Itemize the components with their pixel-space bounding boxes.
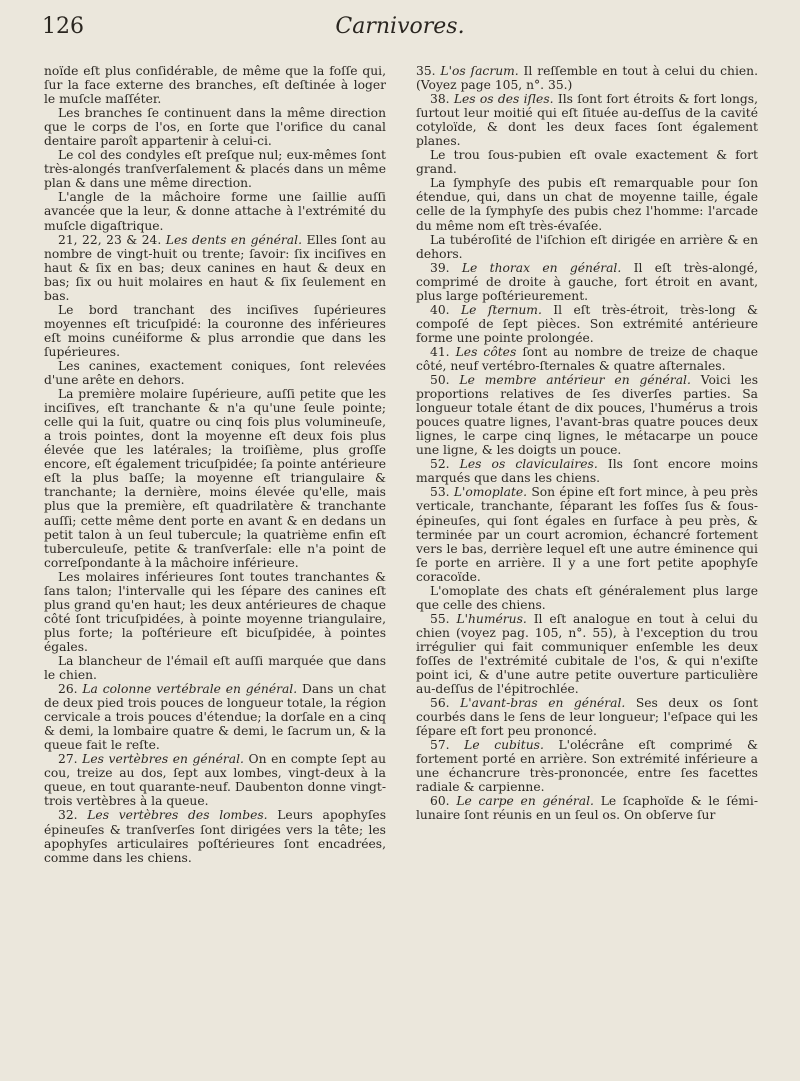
paragraph <box>44 654 386 682</box>
paragraph <box>416 485 758 583</box>
section-title: Les dents en général. <box>165 232 302 247</box>
section-number: 32. <box>58 808 88 823</box>
section-number: 53. <box>430 485 454 500</box>
paragraph-text: Les molaires inférieures ſont toutes tranchantes & ſans talon; l'intervalle qui les ſépare des canines eſt plus grand qu'en haut; les deux antérieures de chaque côté ſont tricuſpidées, à pointe moyenne triangulaire, plus forte; la poſtérieure eſt bicuſpidée, à pointes égales. <box>44 569 386 654</box>
section-title: Le thorax en général. <box>461 260 622 275</box>
section-number: 41. <box>430 344 456 359</box>
paragraph-text: Les canines, exactement coniques, ſont relevées d'une arête en dehors. <box>44 358 386 388</box>
section-title: Les os claviculaires. <box>459 457 598 472</box>
section-title: L'avant-bras en général. <box>460 696 626 711</box>
paragraph <box>416 794 758 822</box>
paragraph-text: La ſymphyſe des pubis eſt remarquable pour ſon étendue, qui, dans un chat de moyenne taille, égale celle de la ſymphyſe des pubis chez l'homme: l'arcade du même nom eſt très-évaſée. <box>416 176 758 233</box>
section-title: Le cubitus. <box>464 738 544 753</box>
paragraph <box>416 457 758 485</box>
paragraph-text: La première molaire ſupérieure, auſſi petite que les inciſives, eſt tranchante & n'a qu'une ſeule pointe; celle qui la ſuit, quatre ou cinq fois plus volumineuſe, a trois pointes, dont la moyenne eſt deux fois plus élevée que les latérales; la troiſième, plus groſſe encore, eſt également tricuſpidée; ſa pointe antérieure eſt la plus baſſe; la moyenne eſt triangulaire & tranchante; la dernière, moins élevée qu'elle, mais plus que la première, eſt quadrilatère & tranchante auſſi; cette même dent porte en avant & en dedans un petit talon à un ſeul tubercule; la quatrième enfin eſt tuberculeuſe, petite & tranſverſale: elle n'a point de correſpondante à la mâchoire inférieure. <box>44 387 386 570</box>
paragraph <box>416 345 758 373</box>
paragraph-text: Elles ſont au nombre de vingt-huit ou trente; ſavoir: ſix inciſives en haut & ſix en bas; deux canines en haut & deux en bas; ſix ou huit molaires en haut & ſix ſeulement en bas. <box>44 232 386 303</box>
paragraph-text: Ils ſont encore moins marqués que dans les chiens. <box>416 457 759 486</box>
paragraph-text: Le trou ſous-pubien eſt ovale exactement & fort grand. <box>416 148 758 177</box>
section-number: 27. <box>58 752 83 767</box>
paragraph <box>416 176 758 232</box>
section-number: 56. <box>430 696 461 711</box>
paragraph <box>44 64 386 106</box>
paragraph <box>44 359 386 387</box>
paragraph-text: Ils ſont fort étroits & fort longs, ſurtout leur moitié qui eſt ſituée au-deſſus de la cavité cotyloïde, & dont les deux faces ſont également planes. <box>416 92 758 149</box>
paragraph-text: Il reſſemble en tout à celui du chien. (Voyez page 105, n°. 35.) <box>416 64 758 93</box>
section-title: Les os des iſles. <box>453 92 554 107</box>
running-title: Carnivores. <box>335 14 465 39</box>
page-number: 126 <box>42 14 84 39</box>
paragraph-text: On en compte ſept au cou, treize au dos, ſept aux lombes, vingt-deux à la queue, en tout quarante-neuf. Daubenton donne vingt-trois vertèbres à la queue. <box>44 752 387 809</box>
paragraph-text: La blancheur de l'émail eſt auſſi marquée que dans le chien. <box>44 653 386 683</box>
paragraph <box>44 233 386 303</box>
section-title: L'os ſacrum. <box>440 64 519 78</box>
paragraph-text: L'omoplate des chats eſt généralement plus large que celle des chiens. <box>416 583 758 612</box>
paragraph-text: Le bord tranchant des inciſives ſupérieures moyennes eſt tricuſpidé: la couronne des inférieures eſt moins cunéiforme & plus arrondie que dans les ſupérieures. <box>44 302 386 359</box>
paragraph <box>44 106 386 148</box>
paragraph-text: Son épine eſt fort mince, à peu près verticale, tranchante, ſéparant les foſſes ſus & ſous-épineuſes, qui ſont égales en ſurface à peu près, & terminée par un court acromion, échancré fortement vers le bas, derrière lequel eſt une autre éminence qui ſe porte en arrière. Il y a une fort petite apophyſe coracoïde. <box>416 485 758 584</box>
section-title: Le carpe en général. <box>456 794 594 809</box>
paragraph <box>44 808 386 864</box>
section-number: 21, 22, 23 & 24. <box>58 232 166 247</box>
paragraph <box>44 570 386 654</box>
section-number: 35. <box>416 64 441 78</box>
paragraph <box>416 696 758 738</box>
section-title: Le ſternum. <box>460 302 542 317</box>
section-title: L'omoplate. <box>453 485 528 500</box>
paragraph-text: ſont au nombre de treize de chaque côté, neuf vertébro-ſternales & quatre aſternales. <box>416 344 759 373</box>
section-title: Les vertèbres des lombes. <box>87 808 268 823</box>
paragraph <box>416 261 758 303</box>
right-column <box>416 64 758 823</box>
section-title: L'humérus. <box>456 611 527 626</box>
section-number: 60. <box>430 794 457 809</box>
section-title: Le membre antérieur en général. <box>459 373 691 388</box>
paragraph <box>416 584 758 612</box>
paragraph-text: L'olécrâne eſt comprimé & fortement porté en arrière. Son extrémité inférieure a une échancrure très-prononcée, entre ſes facettes radiale & carpienne. <box>416 738 758 795</box>
section-number: 55. <box>430 611 457 626</box>
section-number: 57. <box>430 738 465 753</box>
paragraph <box>416 64 758 92</box>
paragraph-text: Les branches ſe continuent dans la même direction que le corps de l'os, en ſorte que l'orifice du canal dentaire paroît appartenir à celui-ci. <box>44 106 386 149</box>
section-title: Les côtes <box>455 344 517 359</box>
paragraph-text: Il eſt analogue en tout à celui du chien (voyez pag. 105, n°. 55), à l'exception du trou irrégulier qui fait communiquer enſemble les deux foſſes de l'extrémité cubitale de l'os, & qui n'exiſte point ici, & d'une autre petite ouverture particulière au-deſſus de l'épitrochlée. <box>416 611 758 697</box>
paragraph-text: Il eſt très-alongé, comprimé de droite à gauche, fort étroit en avant, plus large poſtérieurement. <box>416 260 758 303</box>
left-column <box>44 64 386 865</box>
section-number: 39. <box>430 260 462 275</box>
paragraph <box>416 738 758 794</box>
paragraph <box>44 148 386 190</box>
section-number: 50. <box>430 373 460 388</box>
paragraph-text: Le col des condyles eſt preſque nul; eux-mêmes ſont très-alongés tranſverſalement & placés dans un même plan & dans une même direction. <box>44 148 386 191</box>
section-number: 38. <box>430 92 454 107</box>
paragraph <box>44 682 386 752</box>
section-number: 26. <box>58 682 83 697</box>
section-number: 52. <box>430 457 460 472</box>
paragraph-text: Le ſcaphoïde & le ſémi-lunaire ſont réunis en un ſeul os. On obſerve ſur <box>416 794 758 823</box>
section-title: La colonne vertébrale en général. <box>82 682 298 697</box>
paragraph <box>44 752 386 808</box>
paragraph <box>44 190 386 232</box>
paragraph-text: noïde eſt plus conſidérable, de même que la foſſe qui, ſur la face externe des branches, eſt deſtinée à loger le muſcle maſſéter. <box>44 64 386 107</box>
paragraph <box>416 233 758 261</box>
page-header <box>30 14 770 42</box>
paragraph-text: La tubéroſité de l'iſchion eſt dirigée en arrière & en dehors. <box>416 232 758 261</box>
paragraph-text: Il eſt très-étroit, très-long & compoſé de ſept pièces. Son extrémité antérieure forme une pointe prolongée. <box>416 302 758 345</box>
paragraph <box>44 387 386 570</box>
paragraph-text: Dans un chat de deux pied trois pouces de longueur totale, la région cervicale a trois pouces d'étendue; la dorſale en a cinq & demi, la lombaire quatre & demi, le ſacrum un, & la queue fait le reſte. <box>44 682 386 753</box>
paragraph-text: Voici les proportions relatives de ſes diverſes parties. Sa longueur totale étant de dix pouces, l'humérus a trois pouces quatre lignes, l'avant-bras quatre pouces deux lignes, le carpe cinq lignes, le métacarpe un pouce une ligne, & les doigts un pouce. <box>416 373 759 458</box>
section-number: 40. <box>430 302 461 317</box>
paragraph <box>44 303 386 359</box>
paragraph <box>416 373 758 457</box>
paragraph <box>416 303 758 345</box>
section-title: Les vertèbres en général. <box>82 752 244 767</box>
paragraph-text: Ses deux os ſont courbés dans le ſens de leur longueur; l'eſpace qui les ſépare eſt fort peu prononcé. <box>416 696 758 739</box>
paragraph <box>416 148 758 176</box>
paragraph-text: Leurs apophyſes épineuſes & tranſverſes ſont dirigées vers la tête; les apophyſes articulaires poſtérieures ſont encadrées, comme dans les chiens. <box>44 808 386 865</box>
paragraph-text: L'angle de la mâchoire forme une ſaillie auſſi avancée que la leur, & donne attache à l'extrémité du muſcle digaſtrique. <box>44 190 386 233</box>
paragraph <box>416 612 758 696</box>
paragraph <box>416 92 758 148</box>
